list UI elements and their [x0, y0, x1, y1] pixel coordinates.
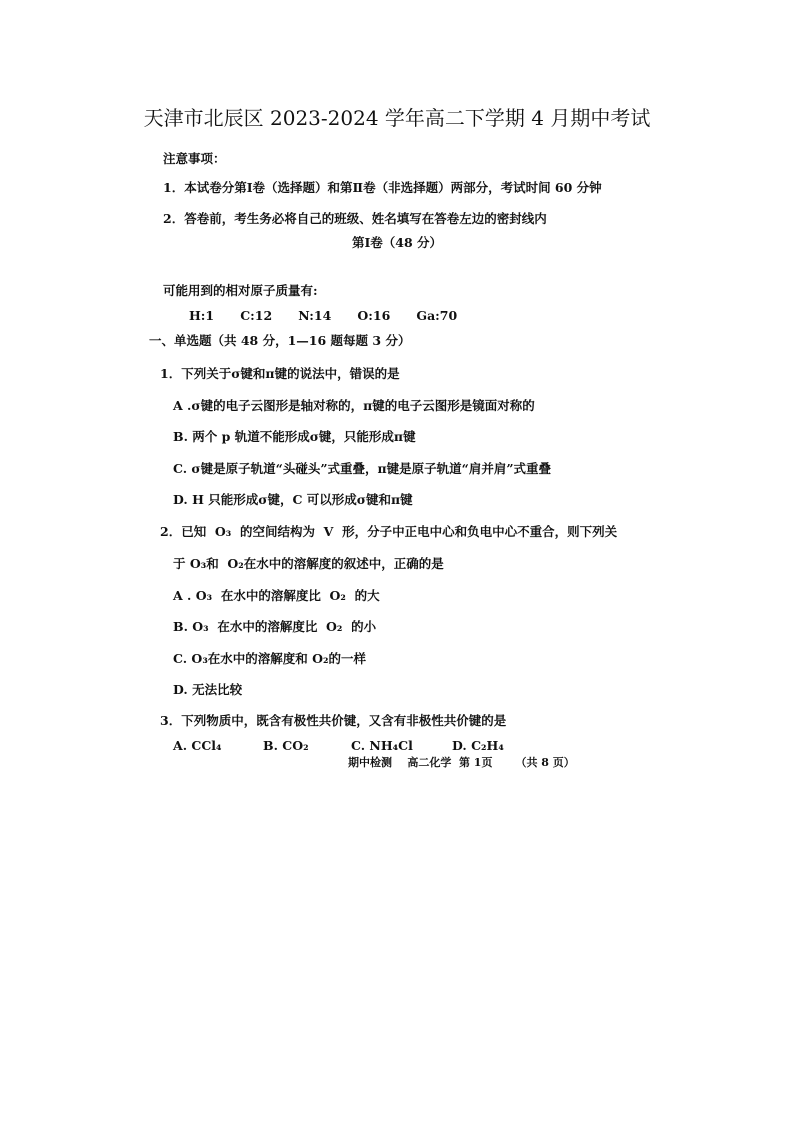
section-title: 第Ⅰ卷（48 分）: [351, 235, 443, 250]
question-1-stem: 1．下列关于σ键和π键的说法中，错误的是: [160, 366, 400, 381]
question-2-option-c: C. O₃在水中的溶解度和 O₂的一样: [173, 651, 367, 666]
exam-title: 天津市北辰区 2023-2024 学年高二下学期 4 月期中考试: [143, 106, 651, 130]
atomic-mass-values: H:1 C:12 N:14 O:16 Ga:70: [189, 308, 458, 323]
question-3-stem: 3．下列物质中，既含有极性共价键，又含有非极性共价键的是: [160, 713, 507, 728]
question-1-option-b: B. 两个 p 轨道不能形成σ键，只能形成π键: [173, 429, 416, 444]
question-2-stem-line-1: 2．已知 O₃ 的空间结构为 V 形，分子中正电中心和负电中心不重合，则下列关: [160, 524, 618, 539]
question-2-option-d: D. 无法比较: [173, 682, 243, 697]
page-footer: 期中检测 高二化学 第 1页 （共 8 页）: [348, 756, 575, 769]
question-3-option-b: B. CO₂: [263, 738, 309, 753]
atomic-mass-label: 可能用到的相对原子质量有:: [163, 283, 318, 298]
question-3-option-c: C. NH₄Cl: [351, 738, 413, 753]
question-1-option-d: D. H 只能形成σ键，C 可以形成σ键和π键: [173, 492, 413, 507]
part-one-heading: 一、单选题（共 48 分，1—16 题每题 3 分）: [149, 333, 411, 348]
note-item-1: 1．本试卷分第Ⅰ卷（选择题）和第Ⅱ卷（非选择题）两部分，考试时间 60 分钟: [163, 180, 602, 195]
question-2-option-b: B. O₃ 在水中的溶解度比 O₂ 的小: [173, 619, 377, 634]
question-2-option-a: A . O₃ 在水中的溶解度比 O₂ 的大: [173, 588, 380, 603]
question-3-option-a: A. CCl₄: [173, 738, 222, 753]
question-2-stem-line-2: 于 O₃和 O₂在水中的溶解度的叙述中，正确的是: [173, 556, 444, 571]
note-item-2: 2．答卷前，考生务必将自己的班级、姓名填写在答卷左边的密封线内: [163, 211, 547, 226]
question-3-option-d: D. C₂H₄: [452, 738, 504, 753]
notes-heading: 注意事项：: [163, 151, 226, 166]
question-1-option-c: C. σ键是原子轨道“头碰头”式重叠，π键是原子轨道“肩并肩”式重叠: [173, 461, 552, 476]
question-1-option-a: A .σ键的电子云图形是轴对称的，π键的电子云图形是镜面对称的: [173, 398, 535, 413]
